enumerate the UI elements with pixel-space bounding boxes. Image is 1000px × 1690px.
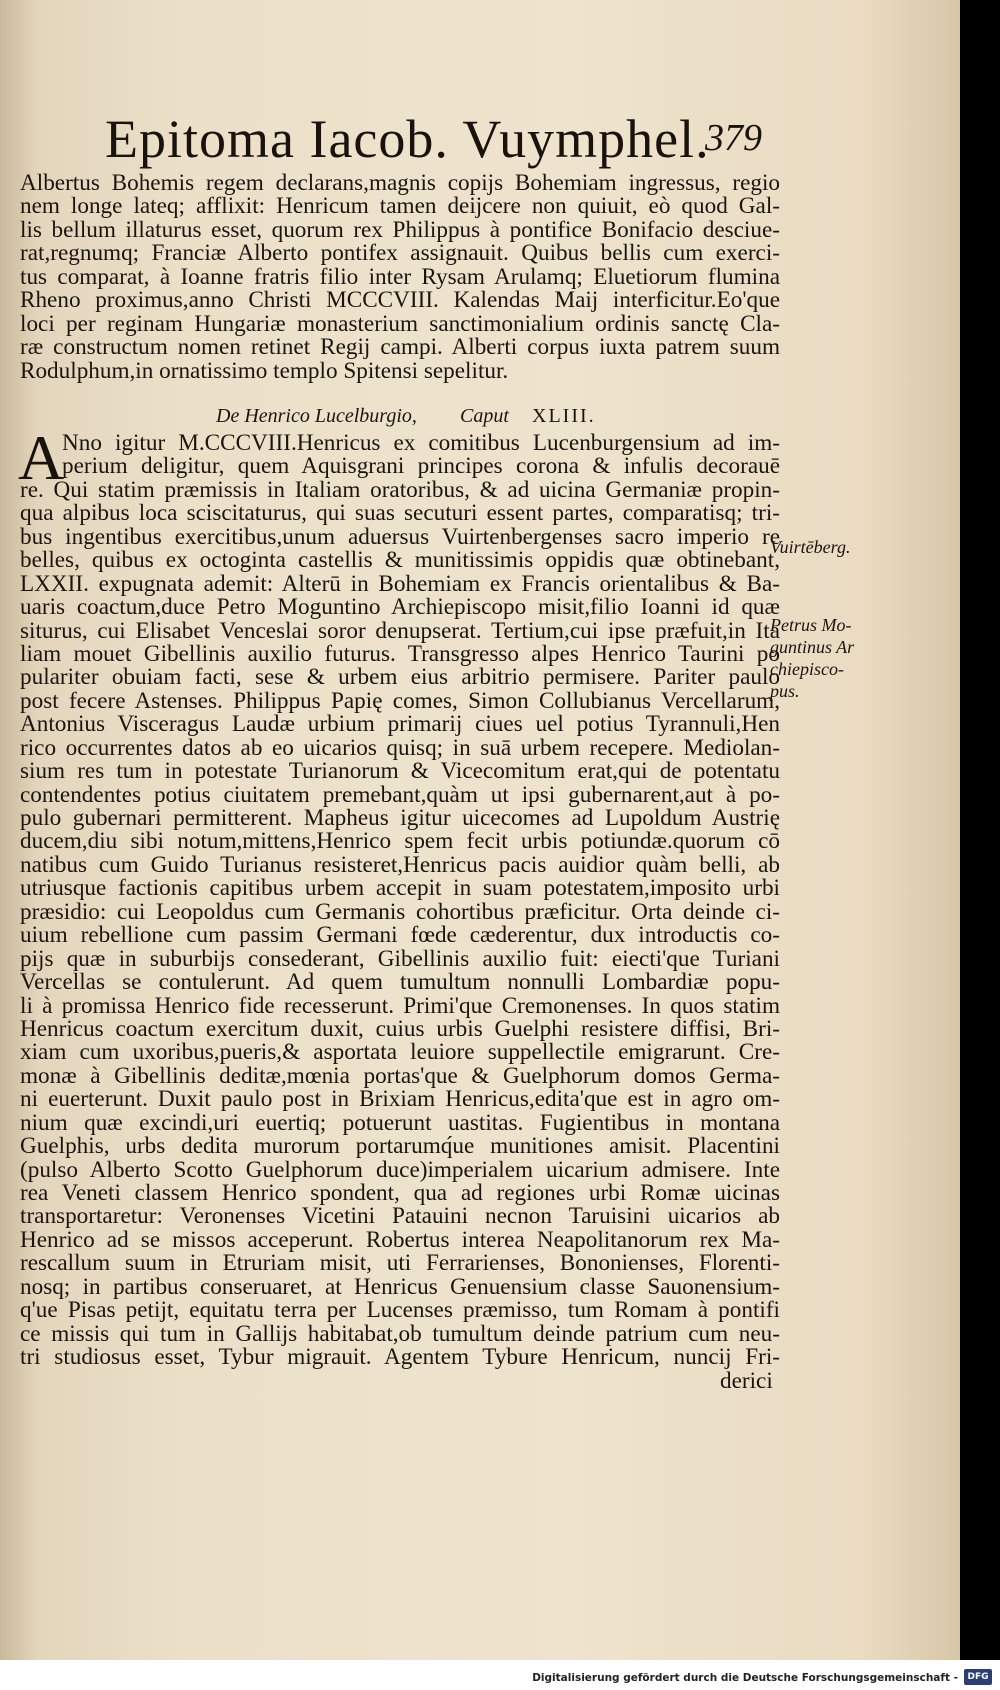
text-line: utriusque factionis capitibus urbem accepit in suam potestatem,imposito urbi	[20, 877, 780, 901]
text-line: sium res tum in potestate Turianorum & Vicecomitum erat,qui de potentatu	[20, 760, 780, 784]
margin-note-petrus	[770, 614, 860, 702]
text-line: qua alpibus loca sciscitaturus, qui suas secuturi essent partes, comparatisq; tri-	[20, 502, 780, 526]
text-line: Henrico ad se missos acceperunt. Robertus interea Neapolitanorum rex Ma-	[20, 1228, 780, 1253]
text-line: Vercellas se contulerunt. Ad quem tumultum nonnulli Lombardiæ popu-	[20, 971, 780, 995]
text-line: LXXII. expugnata ademit: Alterū in Bohemiam ex Francis orientalibus & Ba-	[20, 572, 780, 597]
text-line: tus comparat, à Ioanne fratris filio inter Rysam Arulamq; Eluetiorum flumina	[20, 265, 780, 290]
previous-chapter-ending	[20, 172, 780, 383]
text-line: Antonius Visceragus Laudæ urbium primarij ciues uel potius Tyrannuli,Hen	[20, 713, 780, 737]
text-line: ducem,diu sibi notum,mittens,Henrico spem fecit urbis potiundæ.quorum cō	[20, 830, 780, 854]
text-line: perium deligitur, quem Aquisgrani principes corona & infulis decorauē	[62, 455, 780, 479]
page-number: 379	[705, 117, 762, 159]
text-line: re. Qui statim præmissis in Italiam oratoribus, & ad uicina Germaniæ propin-	[20, 478, 780, 503]
text-line: Guelphis, urbs dedita murorum portarumq́ue munitiones amisit. Placentini	[20, 1135, 780, 1159]
text-line: Henricus coactum exercitum duxit, cuius urbis Guelphi resistere diffisi, Bri-	[20, 1017, 780, 1042]
text-line: tri studiosus esset, Tybur migrauit. Agentem Tybure Henricum, nuncij Fri-	[20, 1346, 780, 1370]
margin-note-text: pus.	[770, 681, 800, 701]
text-line: nosq; in partibus conseruaret, at Henricus Genuensium classe Sauonensium-	[20, 1275, 780, 1300]
text-line: ræ constructum nomen retinet Regij campi. Alberti corpus iuxta patrem suum	[20, 336, 780, 360]
dfg-logo[interactable]: DFG	[964, 1669, 992, 1685]
text-line: pulariter obuiam facti, sese & urbem eius arbitrio permisere. Pariter paulo	[20, 666, 780, 690]
text-line: lis bellum illaturus esset, quorum rex Philippus à pontifice Bonifacio desciue-	[20, 218, 780, 243]
margin-note-text: chiepisco-	[770, 659, 844, 679]
text-line: nem longe lateq; afflixit: Henricum tamen deijcere non quiuit, eò quod Gal-	[20, 195, 780, 219]
chapter-title: De Henrico Lucelburgio,	[216, 405, 417, 427]
catchword: derici	[720, 1369, 773, 1393]
text-line: transportaretur: Veronenses Vicetini Patauini necnon Taruisini uicarios ab	[20, 1205, 780, 1229]
chapter-body	[18, 422, 780, 1393]
margin-note-text: Petrus Mo-	[770, 615, 852, 635]
text-line: pulo gubernari permitterent. Mapheus igitur uicecomes ad Lupoldum Austrię	[20, 807, 780, 831]
drop-capital: A	[18, 422, 65, 493]
chapter-number: XLIII.	[532, 405, 596, 427]
text-line: contendentes potius ciuitatem premebant,quàm ut ipsi gubernarent,aut à po-	[20, 783, 780, 807]
text-line: rico occurrentes datos ab eo uicarios quisq; in suā urbem recepere. Mediolan-	[20, 736, 780, 761]
text-line: præsidio: cui Leopoldus cum Germanis cohortibus præficitur. Orta deinde ci-	[20, 900, 780, 925]
margin-note-vuirtenberg	[770, 536, 860, 558]
text-line: uium rebellione cum passim Germani fœde cæderentur, dux introductis co-	[20, 924, 780, 948]
text-line: Nno igitur M.CCCVIII.Henricus ex comitibus Lucenburgensium ad im-	[62, 432, 780, 456]
margin-note-text: Vuirtēberg.	[770, 537, 851, 557]
text-line: (pulso Alberto Scotto Guelphorum duce)imperialem uicarium admisere. Inte	[20, 1158, 780, 1182]
text-line: li à promissa Henrico fide recesserunt. Primi'que Cremonenses. In quos statim	[20, 994, 780, 1018]
text-line: uaris coactum,duce Petro Moguntino Archiepiscopo misit,filio Ioanni id quæ	[20, 596, 780, 620]
text-line: q'ue Pisas petijt, equitatu terra per Lucenses præmisso, tum Romam à pontifi	[20, 1299, 780, 1323]
text-line: xiam cum uxoribus,pueris,& asportata leuiore suppellectile emigrarunt. Cre-	[20, 1041, 780, 1065]
text-line: siturus, cui Elisabet Venceslai soror denupserat. Tertium,cui ipse præfuit,in Ita	[20, 619, 780, 643]
text-line: loci per reginam Hungariæ monasterium sanctimonialium ordinis sanctę Cla-	[20, 312, 780, 337]
text-line: rea Veneti classem Henrico spondent, qua ad regiones urbi Romæ uicinas	[20, 1182, 780, 1206]
text-line: ce missis qui tum in Gallijs habitabat,ob tumultum deinde patrium cum neu-	[20, 1322, 780, 1347]
text-line: belles, quibus ex octoginta castellis & munitissimis oppidis quæ obtinebant,	[20, 549, 780, 573]
text-line: monæ à Gibellinis deditæ,mœnia portas'que & Guelphorum domos Germa-	[20, 1064, 780, 1089]
chapter-heading	[20, 405, 780, 431]
text-line: rescallum suum in Etruriam misit, uti Ferrarienses, Bononienses, Florenti-	[20, 1252, 780, 1276]
footer-credit: Digitalisierung gefördert durch die Deutsche Forschungsgemeinschaft -	[532, 1672, 958, 1684]
text-line: rat,regnumq; Franciæ Alberto pontifex assignauit. Quibus bellis cum exerci-	[20, 242, 780, 266]
margin-note-text: guntinus Ar	[770, 637, 855, 657]
text-line: pijs quæ in suburbijs consederant, Gibellinis auxilio fuit: eiecti'que Turiani	[20, 947, 780, 972]
text-line: bus ingentibus exercitibus,unum aduersus Vuirtenbergenses sacro imperio re	[20, 525, 780, 550]
text-line: liam mouet Gibellinis auxilio futurus. Transgresso alpes Henrico Taurini po	[20, 642, 780, 667]
text-line: nium quæ excindi,uri euertiq; potuerunt uastitas. Fugientibus in montana	[20, 1111, 780, 1136]
chapter-label: Caput	[460, 405, 509, 427]
text-line: Rodulphum,in ornatissimo templo Spitensi sepelitur.	[20, 359, 509, 383]
running-title: Epitoma Iacob. Vuymphel.	[105, 109, 710, 169]
text-line: post fecere Astenses. Philippus Papię comes, Simon Collubianus Vercellarum,	[20, 689, 780, 714]
text-line: natibus cum Guido Turianus resisteret,Henricus pacis auidior quàm belli, ab	[20, 853, 780, 878]
text-line: Albertus Bohemis regem declarans,magnis copijs Bohemiam ingressus, regio	[20, 172, 780, 196]
text-line: ni euerterunt. Duxit paulo post in Brixiam Henricus,edita'que est in agro om-	[20, 1088, 780, 1112]
running-head	[105, 108, 795, 178]
text-line: Rheno proximus,anno Christi MCCCVIII. Kalendas Maij interficitur.Eo'que	[20, 289, 780, 313]
